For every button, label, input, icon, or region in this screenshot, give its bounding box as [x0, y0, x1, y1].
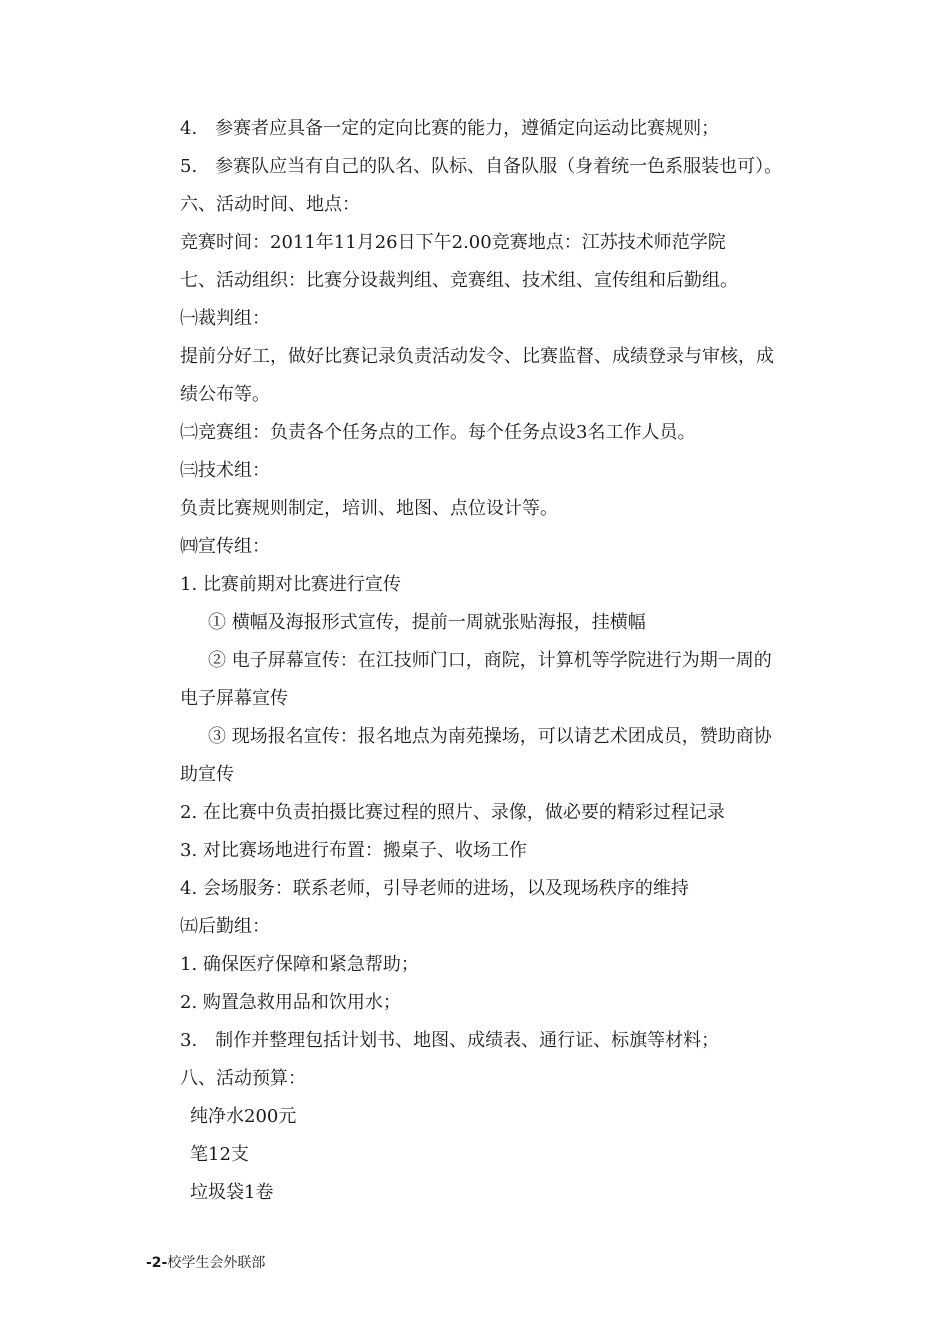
publicity-item-4: 4. 会场服务：联系老师，引导老师的进场，以及现场秩序的维持 — [180, 878, 689, 899]
publicity-subitem-3: ③ 现场报名宣传：报名地点为南苑操场，可以请艺术团成员，赞助商协 — [208, 726, 772, 747]
competition-time-place: 竞赛时间：2011年11月26日下午2.00竞赛地点：江苏技术师范学院 — [180, 232, 726, 253]
logistics-item-3: 3. 制作并整理包括计划书、地图、成绩表、通行证、标旗等材料； — [180, 1030, 720, 1051]
publicity-subitem-2-cont: 电子屏幕宣传 — [180, 688, 288, 709]
section-heading-organization: 七、活动组织：比赛分设裁判组、竞赛组、技术组、宣传组和后勤组。 — [180, 270, 738, 291]
subheading-judges: ㈠裁判组： — [180, 308, 270, 329]
section-heading-time-place: 六、活动时间、地点： — [180, 194, 360, 215]
section-heading-budget: 八、活动预算： — [180, 1068, 306, 1089]
publicity-subitem-2: ② 电子屏幕宣传：在江技师门口，商院，计算机等学院进行为期一周的 — [208, 650, 772, 671]
publicity-item-1: 1. 比赛前期对比赛进行宣传 — [180, 574, 401, 595]
budget-item-trash-bags: 垃圾袋1卷 — [190, 1182, 274, 1203]
rule-item-4: 4. 参赛者应具备一定的定向比赛的能力，遵循定向运动比赛规则； — [180, 118, 720, 139]
publicity-subitem-3-cont: 助宣传 — [180, 764, 234, 785]
page-footer — [146, 1254, 265, 1272]
paragraph-judges-1: 提前分好工，做好比赛记录负责活动发令、比赛监督、成绩登录与审核，成 — [180, 346, 774, 367]
subheading-technical: ㈢技术组： — [180, 460, 270, 481]
rule-item-5: 5. 参赛队应当有自己的队名、队标、自备队服（身着统一色系服装也可）。 — [180, 156, 783, 177]
page-number: -2- — [146, 1255, 168, 1271]
budget-item-water: 纯净水200元 — [190, 1106, 297, 1127]
subheading-logistics: ㈤后勤组： — [180, 916, 270, 937]
publicity-item-3: 3. 对比赛场地进行布置：搬桌子、收场工作 — [180, 840, 527, 861]
publicity-subitem-1: ① 横幅及海报形式宣传，提前一周就张贴海报，挂横幅 — [208, 612, 646, 633]
budget-item-pens: 笔12支 — [190, 1144, 249, 1165]
logistics-item-2: 2. 购置急救用品和饮用水； — [180, 992, 401, 1013]
subheading-publicity: ㈣宣传组： — [180, 536, 270, 557]
footer-text: 校学生会外联部 — [167, 1255, 266, 1271]
logistics-item-1: 1. 确保医疗保障和紧急帮助； — [180, 954, 419, 975]
publicity-item-2: 2. 在比赛中负责拍摄比赛过程的照片、录像，做必要的精彩过程记录 — [180, 802, 725, 823]
subheading-competition: ㈡竞赛组：负责各个任务点的工作。每个任务点设3名工作人员。 — [180, 422, 696, 443]
paragraph-judges-2: 绩公布等。 — [180, 384, 270, 405]
paragraph-technical: 负责比赛规则制定，培训、地图、点位设计等。 — [180, 498, 558, 519]
